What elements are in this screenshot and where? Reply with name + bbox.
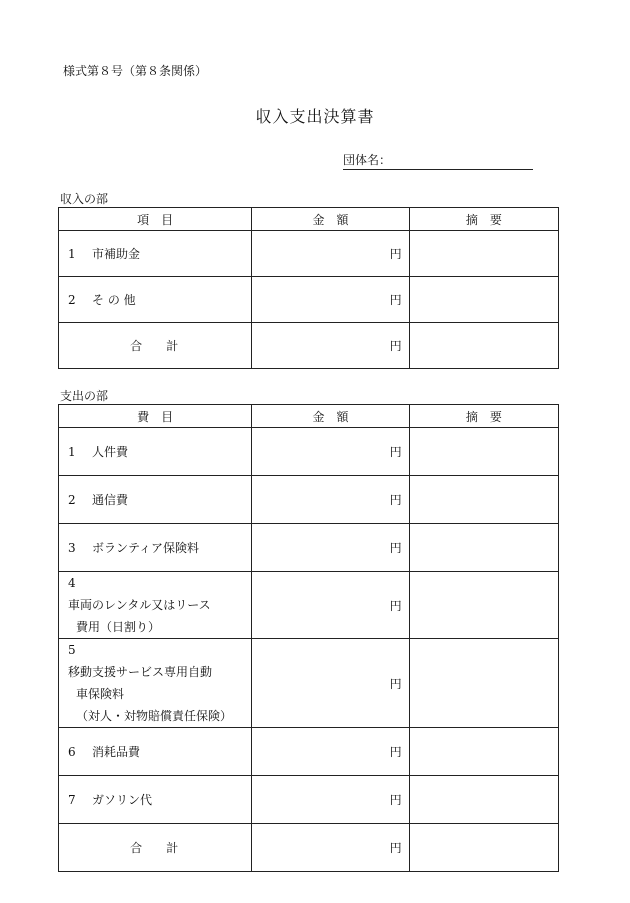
expense-header-item: 費 目 bbox=[59, 405, 252, 428]
expense-header-amount: 金 額 bbox=[252, 405, 409, 428]
row-number: 3 bbox=[68, 540, 76, 555]
item-label: 人件費 bbox=[92, 444, 129, 459]
item-label: 通信費 bbox=[92, 492, 129, 507]
expense-item-cell bbox=[59, 639, 252, 728]
expense-item-cell bbox=[59, 524, 252, 572]
item-label: 市補助金 bbox=[92, 246, 141, 261]
total-label-cell bbox=[59, 323, 252, 369]
expense-header-row bbox=[59, 405, 559, 428]
row-number: 1 bbox=[68, 444, 76, 459]
amount-cell[interactable] bbox=[252, 639, 409, 728]
table-row bbox=[59, 776, 559, 824]
expense-item-cell bbox=[59, 776, 252, 824]
item-label-line2: 費用（日割り） bbox=[76, 620, 161, 634]
remarks-cell[interactable] bbox=[409, 572, 558, 639]
item-label-line3: （対人・対物賠償責任保険） bbox=[76, 709, 233, 723]
remarks-cell[interactable] bbox=[409, 323, 558, 369]
amount-cell[interactable] bbox=[252, 572, 409, 639]
yen-unit: 円 bbox=[389, 841, 402, 855]
yen-unit: 円 bbox=[389, 339, 402, 353]
item-label: 車両のレンタル又はリース bbox=[68, 598, 211, 612]
income-table bbox=[58, 207, 559, 369]
row-number: 4 bbox=[68, 576, 76, 590]
amount-cell[interactable] bbox=[252, 323, 409, 369]
remarks-cell[interactable] bbox=[409, 231, 558, 277]
row-number: 2 bbox=[68, 492, 76, 507]
total-label-a: 合 bbox=[130, 841, 145, 855]
amount-cell[interactable] bbox=[252, 428, 409, 476]
row-number: 7 bbox=[68, 792, 76, 807]
row-number: 5 bbox=[68, 643, 76, 657]
item-label: 移動支援サービス専用自動 bbox=[68, 665, 213, 679]
amount-cell[interactable] bbox=[252, 476, 409, 524]
yen-unit: 円 bbox=[389, 598, 402, 613]
income-item-cell bbox=[59, 277, 252, 323]
table-row bbox=[59, 231, 559, 277]
remarks-cell[interactable] bbox=[409, 524, 558, 572]
amount-cell[interactable] bbox=[252, 728, 409, 776]
amount-cell[interactable] bbox=[252, 277, 409, 323]
yen-unit: 円 bbox=[389, 493, 402, 507]
income-total-row bbox=[59, 323, 559, 369]
total-label-cell bbox=[59, 824, 252, 872]
table-row bbox=[59, 728, 559, 776]
yen-unit: 円 bbox=[389, 293, 402, 307]
expense-table bbox=[58, 404, 559, 872]
amount-cell[interactable] bbox=[252, 776, 409, 824]
item-label: そ の 他 bbox=[92, 292, 136, 307]
row-number: 6 bbox=[68, 744, 76, 759]
organization-name-field[interactable] bbox=[343, 153, 533, 170]
total-label-a: 合 bbox=[130, 339, 145, 353]
row-number: 2 bbox=[68, 292, 76, 307]
expense-item-cell bbox=[59, 476, 252, 524]
income-header-amount: 金 額 bbox=[252, 208, 409, 231]
total-label-b: 計 bbox=[166, 339, 181, 353]
table-row bbox=[59, 277, 559, 323]
yen-unit: 円 bbox=[389, 445, 402, 459]
remarks-cell[interactable] bbox=[409, 728, 558, 776]
expense-item-cell bbox=[59, 728, 252, 776]
expense-total-row bbox=[59, 824, 559, 872]
yen-unit: 円 bbox=[389, 745, 402, 759]
remarks-cell[interactable] bbox=[409, 824, 558, 872]
yen-unit: 円 bbox=[389, 676, 402, 691]
expense-item-cell bbox=[59, 428, 252, 476]
form-number-label: 様式第８号（第８条関係） bbox=[63, 64, 208, 78]
table-row bbox=[59, 572, 559, 639]
income-item-cell bbox=[59, 231, 252, 277]
item-label: ボランティア保険料 bbox=[92, 540, 200, 555]
item-label: 消耗品費 bbox=[92, 744, 141, 759]
remarks-cell[interactable] bbox=[409, 476, 558, 524]
expense-section-label: 支出の部 bbox=[60, 389, 109, 403]
table-row bbox=[59, 476, 559, 524]
table-row bbox=[59, 639, 559, 728]
amount-cell[interactable] bbox=[252, 524, 409, 572]
expense-header-remarks: 摘 要 bbox=[409, 405, 558, 428]
remarks-cell[interactable] bbox=[409, 428, 558, 476]
total-label-b: 計 bbox=[166, 841, 181, 855]
organization-name-label: 団体名： bbox=[343, 153, 392, 167]
income-header-item: 項 目 bbox=[59, 208, 252, 231]
remarks-cell[interactable] bbox=[409, 639, 558, 728]
expense-item-cell bbox=[59, 572, 252, 639]
yen-unit: 円 bbox=[389, 541, 402, 555]
remarks-cell[interactable] bbox=[409, 776, 558, 824]
income-header-remarks: 摘 要 bbox=[409, 208, 558, 231]
amount-cell[interactable] bbox=[252, 231, 409, 277]
table-row bbox=[59, 428, 559, 476]
item-label: ガソリン代 bbox=[92, 792, 153, 807]
table-row bbox=[59, 524, 559, 572]
amount-cell[interactable] bbox=[252, 824, 409, 872]
income-header-row bbox=[59, 208, 559, 231]
row-number: 1 bbox=[68, 246, 76, 261]
remarks-cell[interactable] bbox=[409, 277, 558, 323]
item-label-line2: 車保険料 bbox=[76, 687, 125, 701]
yen-unit: 円 bbox=[389, 793, 402, 807]
document-title: 収入支出決算書 bbox=[255, 107, 375, 126]
income-section-label: 収入の部 bbox=[60, 192, 109, 206]
yen-unit: 円 bbox=[389, 247, 402, 261]
